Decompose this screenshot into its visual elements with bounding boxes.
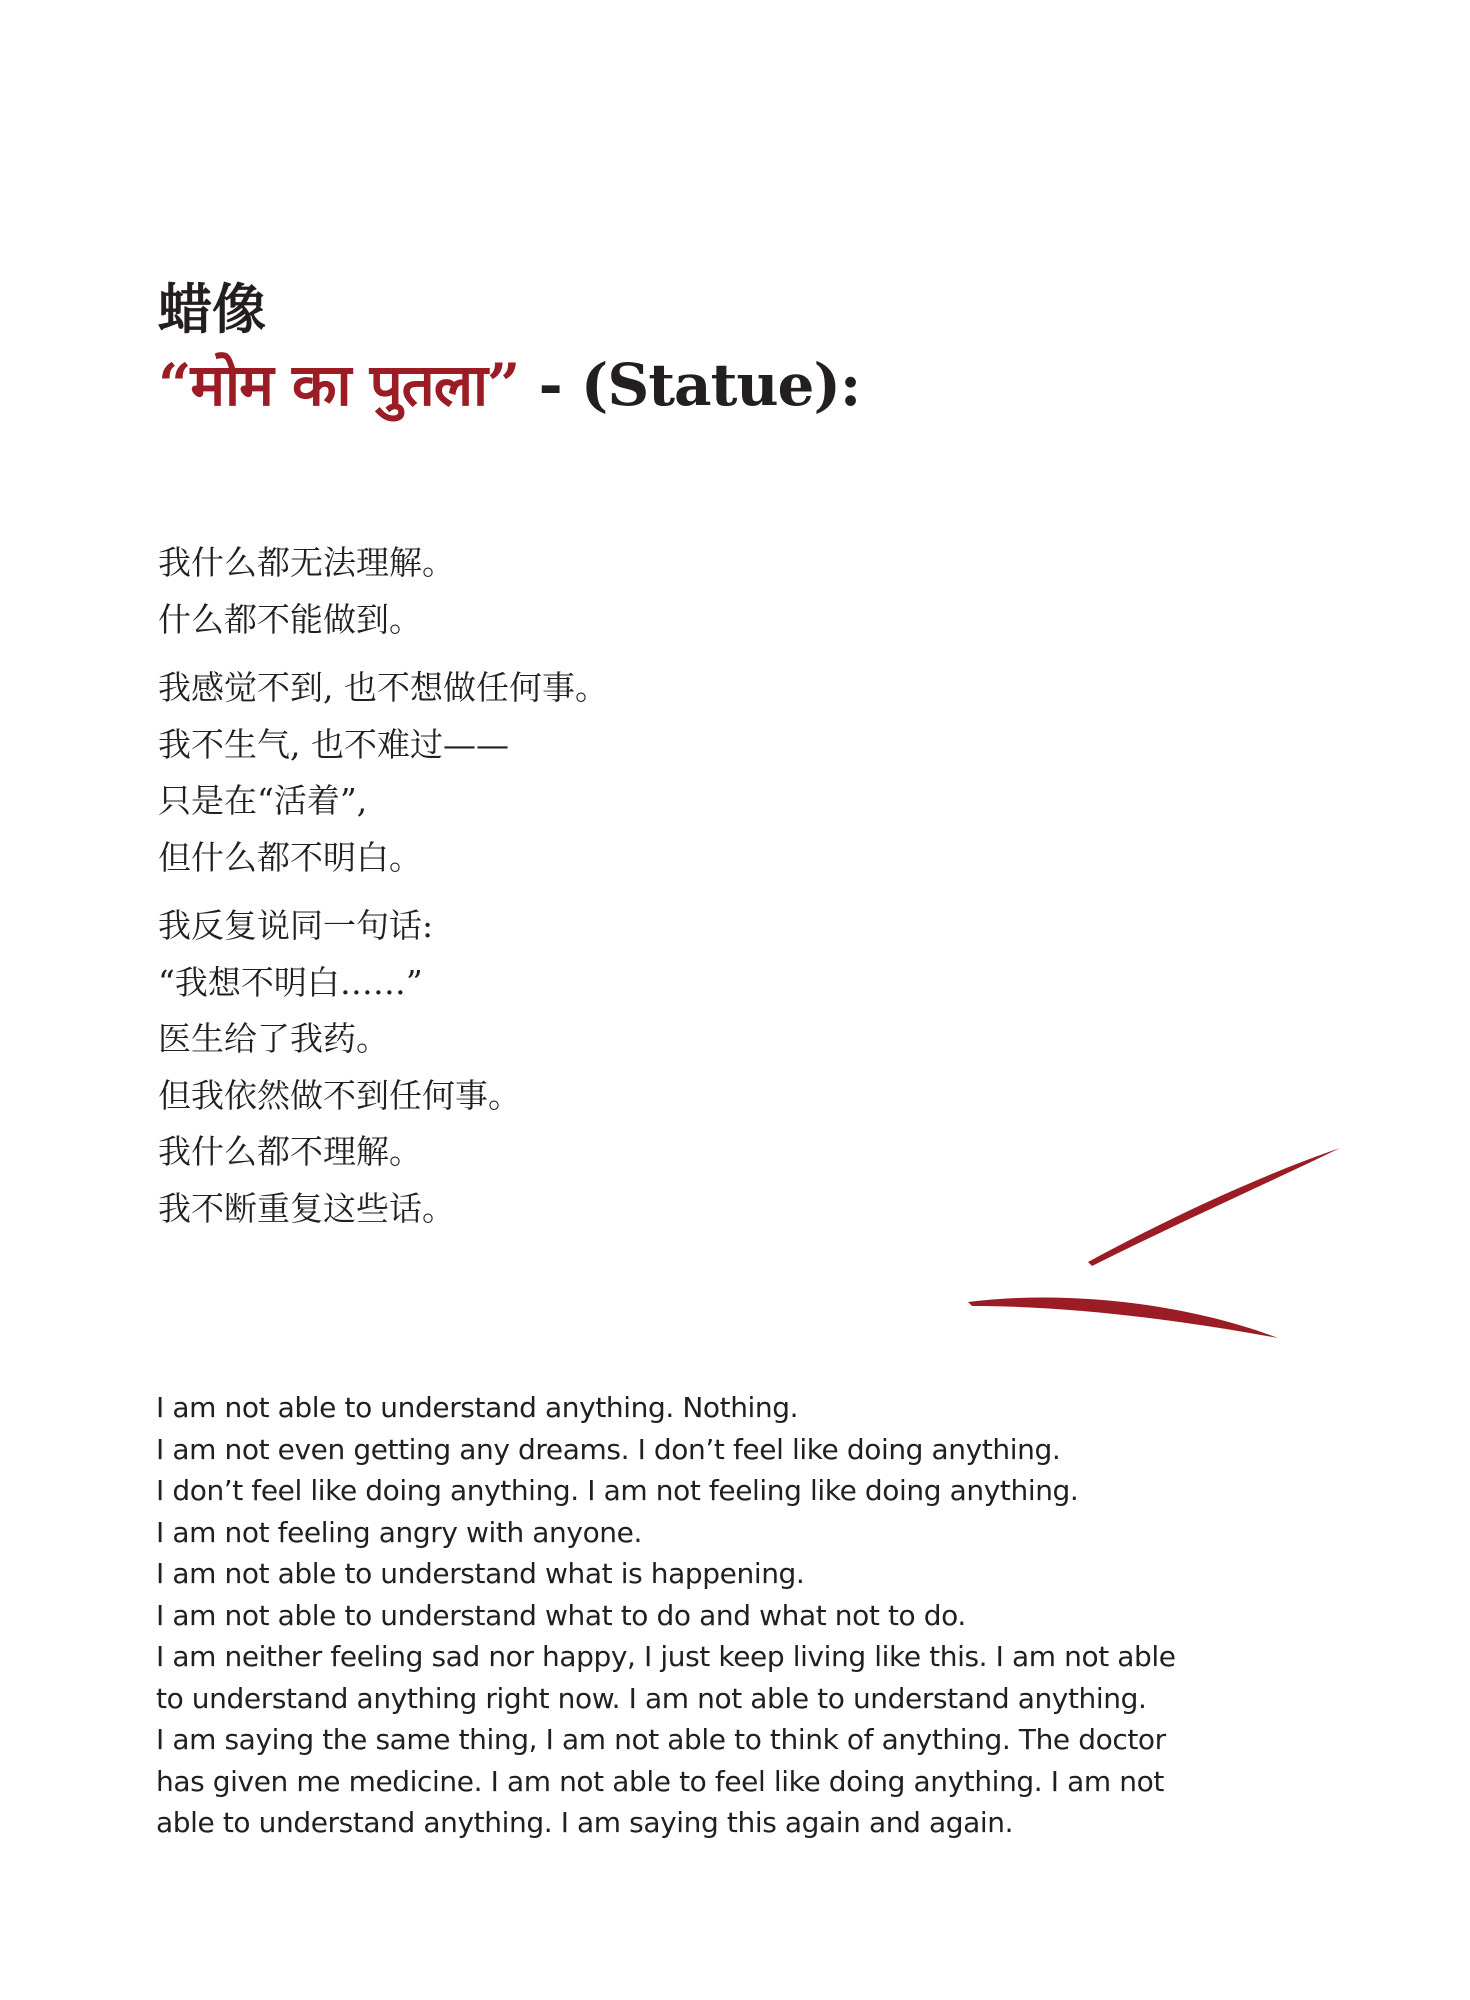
poem-line: 我感觉不到, 也不想做任何事。 [158, 668, 608, 707]
translation-line: able to understand anything. I am saying this again and again. [156, 1806, 1014, 1839]
brush-stroke-upper [1088, 1148, 1340, 1266]
translation-line: I am neither feeling sad nor happy, I just keep living like this. I am not able [156, 1640, 1176, 1673]
poem-line: 但什么都不明白。 [158, 837, 422, 877]
poem-line: 我什么都不理解。 [158, 1132, 422, 1171]
translation-line: I am not able to understand what to do and what not to do. [156, 1598, 966, 1632]
poem-line: 我不断重复这些话。 [158, 1188, 455, 1228]
poem-line: 但我依然做不到任何事。 [158, 1075, 521, 1115]
poem-line: 我反复说同一句话: [158, 906, 434, 945]
poem-line: 我什么都无法理解。 [158, 543, 455, 582]
subtitle-hindi: “मोम का पुतला” [158, 351, 520, 419]
translation-line: I am saying the same thing, I am not able to think of anything. The doctor [156, 1723, 1166, 1756]
page-title: 蜡像 [158, 277, 266, 341]
translation-line: I am not feeling angry with anyone. [156, 1515, 642, 1549]
brush-stroke-lower [968, 1297, 1278, 1338]
poem-line: 医生给了我药。 [158, 1019, 389, 1058]
translation-line: to understand anything right now. I am not able to understand anything. [156, 1681, 1147, 1715]
poem-english [156, 1387, 1276, 1844]
translation-line: I am not able to understand anything. Nothing. [156, 1391, 799, 1424]
translation-line: I don’t feel like doing anything. I am not feeling like doing anything. [156, 1474, 1079, 1507]
translation-line: I am not even getting any dreams. I don’t feel like doing anything. [156, 1432, 1061, 1466]
translation-line: has given me medicine. I am not able to feel like doing anything. I am not [156, 1764, 1164, 1798]
translation-line: I am not able to understand what is happening. [156, 1557, 805, 1590]
poem-line: 我不生气, 也不难过—— [158, 724, 509, 764]
subtitle-english: - (Statue): [519, 351, 861, 419]
poem-line: “我想不明白……” [158, 962, 423, 1002]
poem-line: 什么都不能做到。 [158, 599, 422, 639]
poem-line: 只是在“活着”, [158, 781, 368, 820]
